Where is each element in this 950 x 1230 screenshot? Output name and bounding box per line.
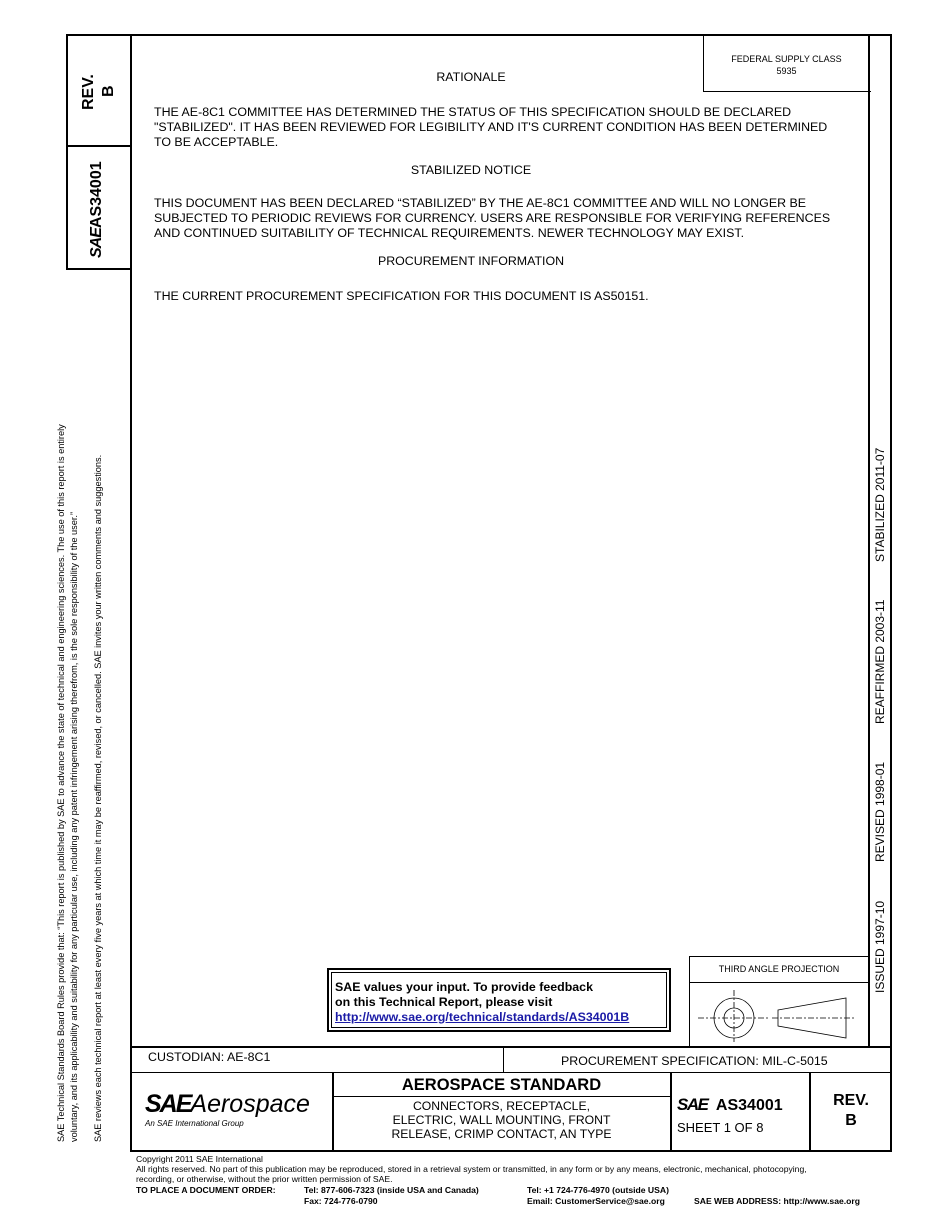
title-block-top bbox=[130, 1046, 892, 1048]
title-block-row bbox=[130, 1072, 892, 1073]
left-doc-number: AS34001 bbox=[88, 161, 105, 229]
stabilized-heading: STABILIZED NOTICE bbox=[410, 163, 532, 177]
aerospace-wordmark: Aerospace bbox=[190, 1090, 310, 1118]
feedback-line2: on this Technical Report, please visit bbox=[335, 995, 553, 1009]
stabilized-date: STABILIZED 2011-07 bbox=[873, 447, 887, 562]
rationale-heading: RATIONALE bbox=[436, 70, 506, 84]
sae-logo-icon: SAE bbox=[88, 228, 105, 258]
doc-sae-logo: SAE bbox=[677, 1095, 708, 1114]
stabilized-text: THIS DOCUMENT HAS BEEN DECLARED “STABILIZED” BY THE AE-8C1 COMMITTEE AND WILL NO LONGER BE SUBJECTED TO PERIODIC REVIEWS FOR CURRENCY. USERS ARE RESPONSIBLE FOR VERIFYING REFERENCES AND CONTINUED SUITABILITY OF TECHNICAL REQUIREMENTS. NEWER TECHNOLOGY MAY EXIST. bbox=[154, 196, 831, 240]
standard-type: AEROSPACE STANDARD bbox=[401, 1076, 602, 1094]
copyright: Copyright 2011 SAE International bbox=[136, 1154, 263, 1164]
feedback-link[interactable]: http://www.sae.org/technical/standards/AS34001B bbox=[335, 1010, 630, 1024]
title-divider bbox=[670, 1072, 672, 1152]
projection-box-top bbox=[689, 956, 870, 957]
rev-letter: B bbox=[845, 1112, 857, 1129]
projection-box-mid bbox=[689, 982, 870, 983]
logo-tagline: An SAE International Group bbox=[145, 1119, 244, 1128]
rev-label: REV. bbox=[833, 1092, 869, 1109]
title-line3: RELEASE, CRIMP CONTACT, AN TYPE bbox=[391, 1127, 612, 1141]
procurement-text: THE CURRENT PROCUREMENT SPECIFICATION FOR THIS DOCUMENT IS AS50151. bbox=[154, 289, 649, 303]
standard-type-underline bbox=[333, 1096, 671, 1097]
procurement-spec: PROCUREMENT SPECIFICATION: MIL-C-5015 bbox=[561, 1054, 828, 1068]
left-rev-label: REV. bbox=[80, 74, 97, 110]
left-col-divider bbox=[130, 34, 132, 1152]
left-col-bottom bbox=[66, 268, 132, 270]
title-line1: CONNECTORS, RECEPTACLE, bbox=[413, 1099, 590, 1113]
frame-right bbox=[890, 34, 892, 1152]
reaffirmed-date: REAFFIRMED 2003-11 bbox=[873, 599, 887, 724]
frame-top bbox=[66, 34, 892, 36]
frame-left bbox=[66, 34, 68, 270]
fax: Fax: 724-776-0790 bbox=[304, 1196, 378, 1206]
custodian-divider bbox=[503, 1046, 504, 1072]
fsc-box-bottom bbox=[703, 91, 871, 92]
left-col-sep bbox=[66, 145, 132, 147]
order-label: TO PLACE A DOCUMENT ORDER: bbox=[136, 1185, 276, 1195]
review-note: SAE reviews each technical report at least every five years at which time it may be reaffirmed, revised, or cancelled. SAE invites your written comments and suggestions. bbox=[93, 454, 103, 1142]
issued-date: ISSUED 1997-10 bbox=[873, 900, 887, 993]
sae-aerospace-logo bbox=[145, 1090, 310, 1119]
third-angle-projection-icon bbox=[692, 986, 866, 1044]
email[interactable]: Email: CustomerService@sae.org bbox=[527, 1196, 665, 1206]
doc-number: AS34001 bbox=[715, 1097, 783, 1114]
revised-date: REVISED 1998-01 bbox=[873, 761, 887, 862]
title-line2: ELECTRIC, WALL MOUNTING, FRONT bbox=[392, 1113, 611, 1127]
left-rev-letter: B bbox=[100, 85, 117, 97]
rationale-text: THE AE-8C1 COMMITTEE HAS DETERMINED THE STATUS OF THIS SPECIFICATION SHOULD BE DECLARED "STABILIZED". IT HAS BEEN REVIEWED FOR LEGIBILITY AND IT'S CURRENT CONDITION HAS BEEN DETERMINED TO BE ACCEPTABLE. bbox=[154, 105, 828, 149]
left-doc-id bbox=[88, 161, 106, 258]
fsc-label: FEDERAL SUPPLY CLASS bbox=[731, 54, 842, 64]
rules-note-line1: SAE Technical Standards Board Rules provide that: “This report is published by SAE to advance the state of technical and engineering sciences. The use of this report is entirely bbox=[56, 424, 66, 1142]
rights-line1: All rights reserved. No part of this publication may be reproduced, stored in a retrieval system or transmitted, in any form or by any means, electronic, mechanical, photocopying, bbox=[136, 1164, 807, 1174]
sae-logo-mark: SAE bbox=[145, 1090, 191, 1118]
custodian-label: CUSTODIAN: AE-8C1 bbox=[148, 1050, 271, 1064]
feedback-box bbox=[327, 968, 671, 1032]
feedback-line1: SAE values your input. To provide feedback bbox=[335, 980, 593, 994]
rules-note-line2: voluntary, and its applicability and suitability for any particular use, including any patent infringement arising therefrom, is the sole responsibility of the user.” bbox=[69, 511, 79, 1142]
procurement-heading: PROCUREMENT INFORMATION bbox=[377, 254, 565, 268]
rights-line2: recording, or otherwise, without the prior written permission of SAE. bbox=[136, 1174, 393, 1184]
projection-label: THIRD ANGLE PROJECTION bbox=[718, 964, 840, 974]
sheet-number: SHEET 1 OF 8 bbox=[677, 1120, 764, 1135]
doc-number-block bbox=[677, 1095, 783, 1115]
frame-right-inner bbox=[868, 34, 870, 1046]
web-address[interactable]: SAE WEB ADDRESS: http://www.sae.org bbox=[694, 1196, 860, 1206]
title-block-bottom bbox=[130, 1150, 892, 1152]
tel-intl: Tel: +1 724-776-4970 (outside USA) bbox=[527, 1185, 669, 1195]
tel-us: Tel: 877-606-7323 (inside USA and Canada) bbox=[304, 1185, 479, 1195]
fsc-number: 5935 bbox=[776, 66, 797, 76]
